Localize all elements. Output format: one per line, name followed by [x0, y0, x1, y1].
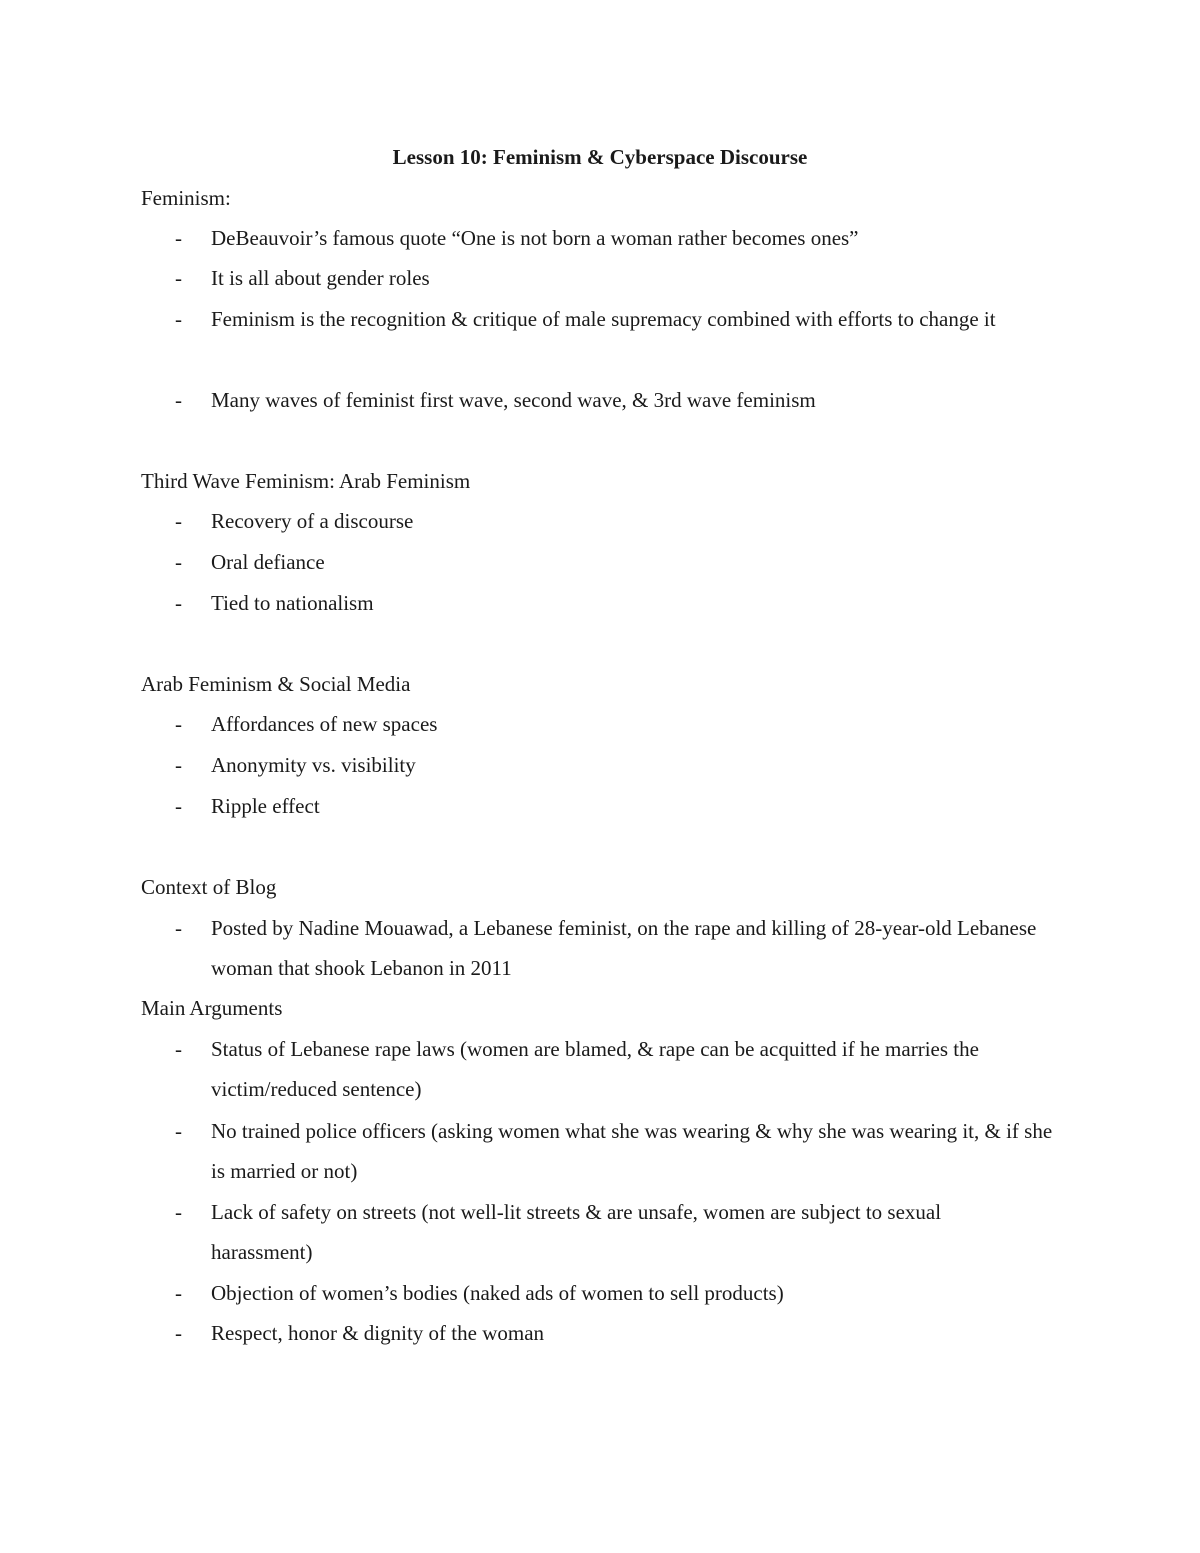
section-heading-main-arguments: Main Arguments: [141, 996, 283, 1020]
list-item-text: Feminism is the recognition & critique of male supremacy combined with efforts to change it: [211, 307, 996, 331]
section-heading-feminism: Feminism:: [141, 186, 231, 210]
list-item: [141, 704, 1061, 744]
bullet-dash: -: [175, 266, 182, 290]
list-item-text: Status of Lebanese rape laws (women are blamed, & rape can be acquitted if he marries the victim/reduced sentence): [211, 1037, 979, 1101]
bullet-dash: -: [175, 226, 182, 250]
list-item: [141, 908, 1061, 988]
bullet-dash: -: [175, 591, 182, 615]
bullet-dash: -: [175, 1119, 182, 1143]
list-item: [141, 542, 1061, 582]
list-item-text: Respect, honor & dignity of the woman: [211, 1321, 545, 1345]
list-item: [141, 218, 1061, 258]
bullet-dash: -: [175, 1200, 182, 1224]
list-item: [141, 786, 1061, 826]
list-item-text: Objection of women’s bodies (naked ads of women to sell products): [211, 1281, 784, 1305]
list-item-text: Ripple effect: [211, 794, 320, 818]
list-item-text: No trained police officers (asking women what she was wearing & why she was wearing it, & if she is married or not): [211, 1119, 1053, 1183]
bullet-dash: -: [175, 753, 182, 777]
list-item-text: DeBeauvoir’s famous quote “One is not born a woman rather becomes ones”: [211, 226, 859, 250]
list-item-text: Oral defiance: [211, 550, 325, 574]
list-item-text: Tied to nationalism: [211, 591, 374, 615]
list-item: [141, 1111, 1061, 1191]
bullet-dash: -: [175, 1037, 182, 1061]
list-item: [141, 501, 1061, 541]
bullet-dash: -: [175, 794, 182, 818]
bullet-dash: -: [175, 1281, 182, 1305]
list-item-text: It is all about gender roles: [211, 266, 430, 290]
bullet-dash: -: [175, 712, 182, 736]
list-item-text: Lack of safety on streets (not well-lit streets & are unsafe, women are subject to sexual harassment): [211, 1200, 942, 1264]
bullet-dash: -: [175, 388, 182, 412]
list-item: [141, 1313, 1061, 1353]
section-heading-third-wave: Third Wave Feminism: Arab Feminism: [141, 469, 471, 493]
list-item: [141, 1029, 1061, 1109]
list-item: [141, 583, 1061, 623]
list-item: [141, 1192, 1061, 1272]
list-item-text: Affordances of new spaces: [211, 712, 438, 736]
list-item-text: Many waves of feminist first wave, second wave, & 3rd wave feminism: [211, 388, 816, 412]
list-item-text: Posted by Nadine Mouawad, a Lebanese feminist, on the rape and killing of 28-year-old Lebanese woman that shook Lebanon in 2011: [211, 916, 1037, 980]
list-item: [141, 380, 1061, 420]
bullet-dash: -: [175, 509, 182, 533]
section-heading-social-media: Arab Feminism & Social Media: [141, 672, 411, 696]
bullet-dash: -: [175, 307, 182, 331]
list-item-text: Anonymity vs. visibility: [211, 753, 416, 777]
bullet-dash: -: [175, 550, 182, 574]
list-item: [141, 258, 1061, 298]
list-item: [141, 1273, 1061, 1313]
list-item: [141, 299, 1061, 339]
section-heading-context: Context of Blog: [141, 875, 277, 899]
lesson-title: Lesson 10: Feminism & Cyberspace Discourse: [392, 145, 808, 169]
list-item: [141, 745, 1061, 785]
list-item-text: Recovery of a discourse: [211, 509, 414, 533]
bullet-dash: -: [175, 916, 182, 940]
bullet-dash: -: [175, 1321, 182, 1345]
